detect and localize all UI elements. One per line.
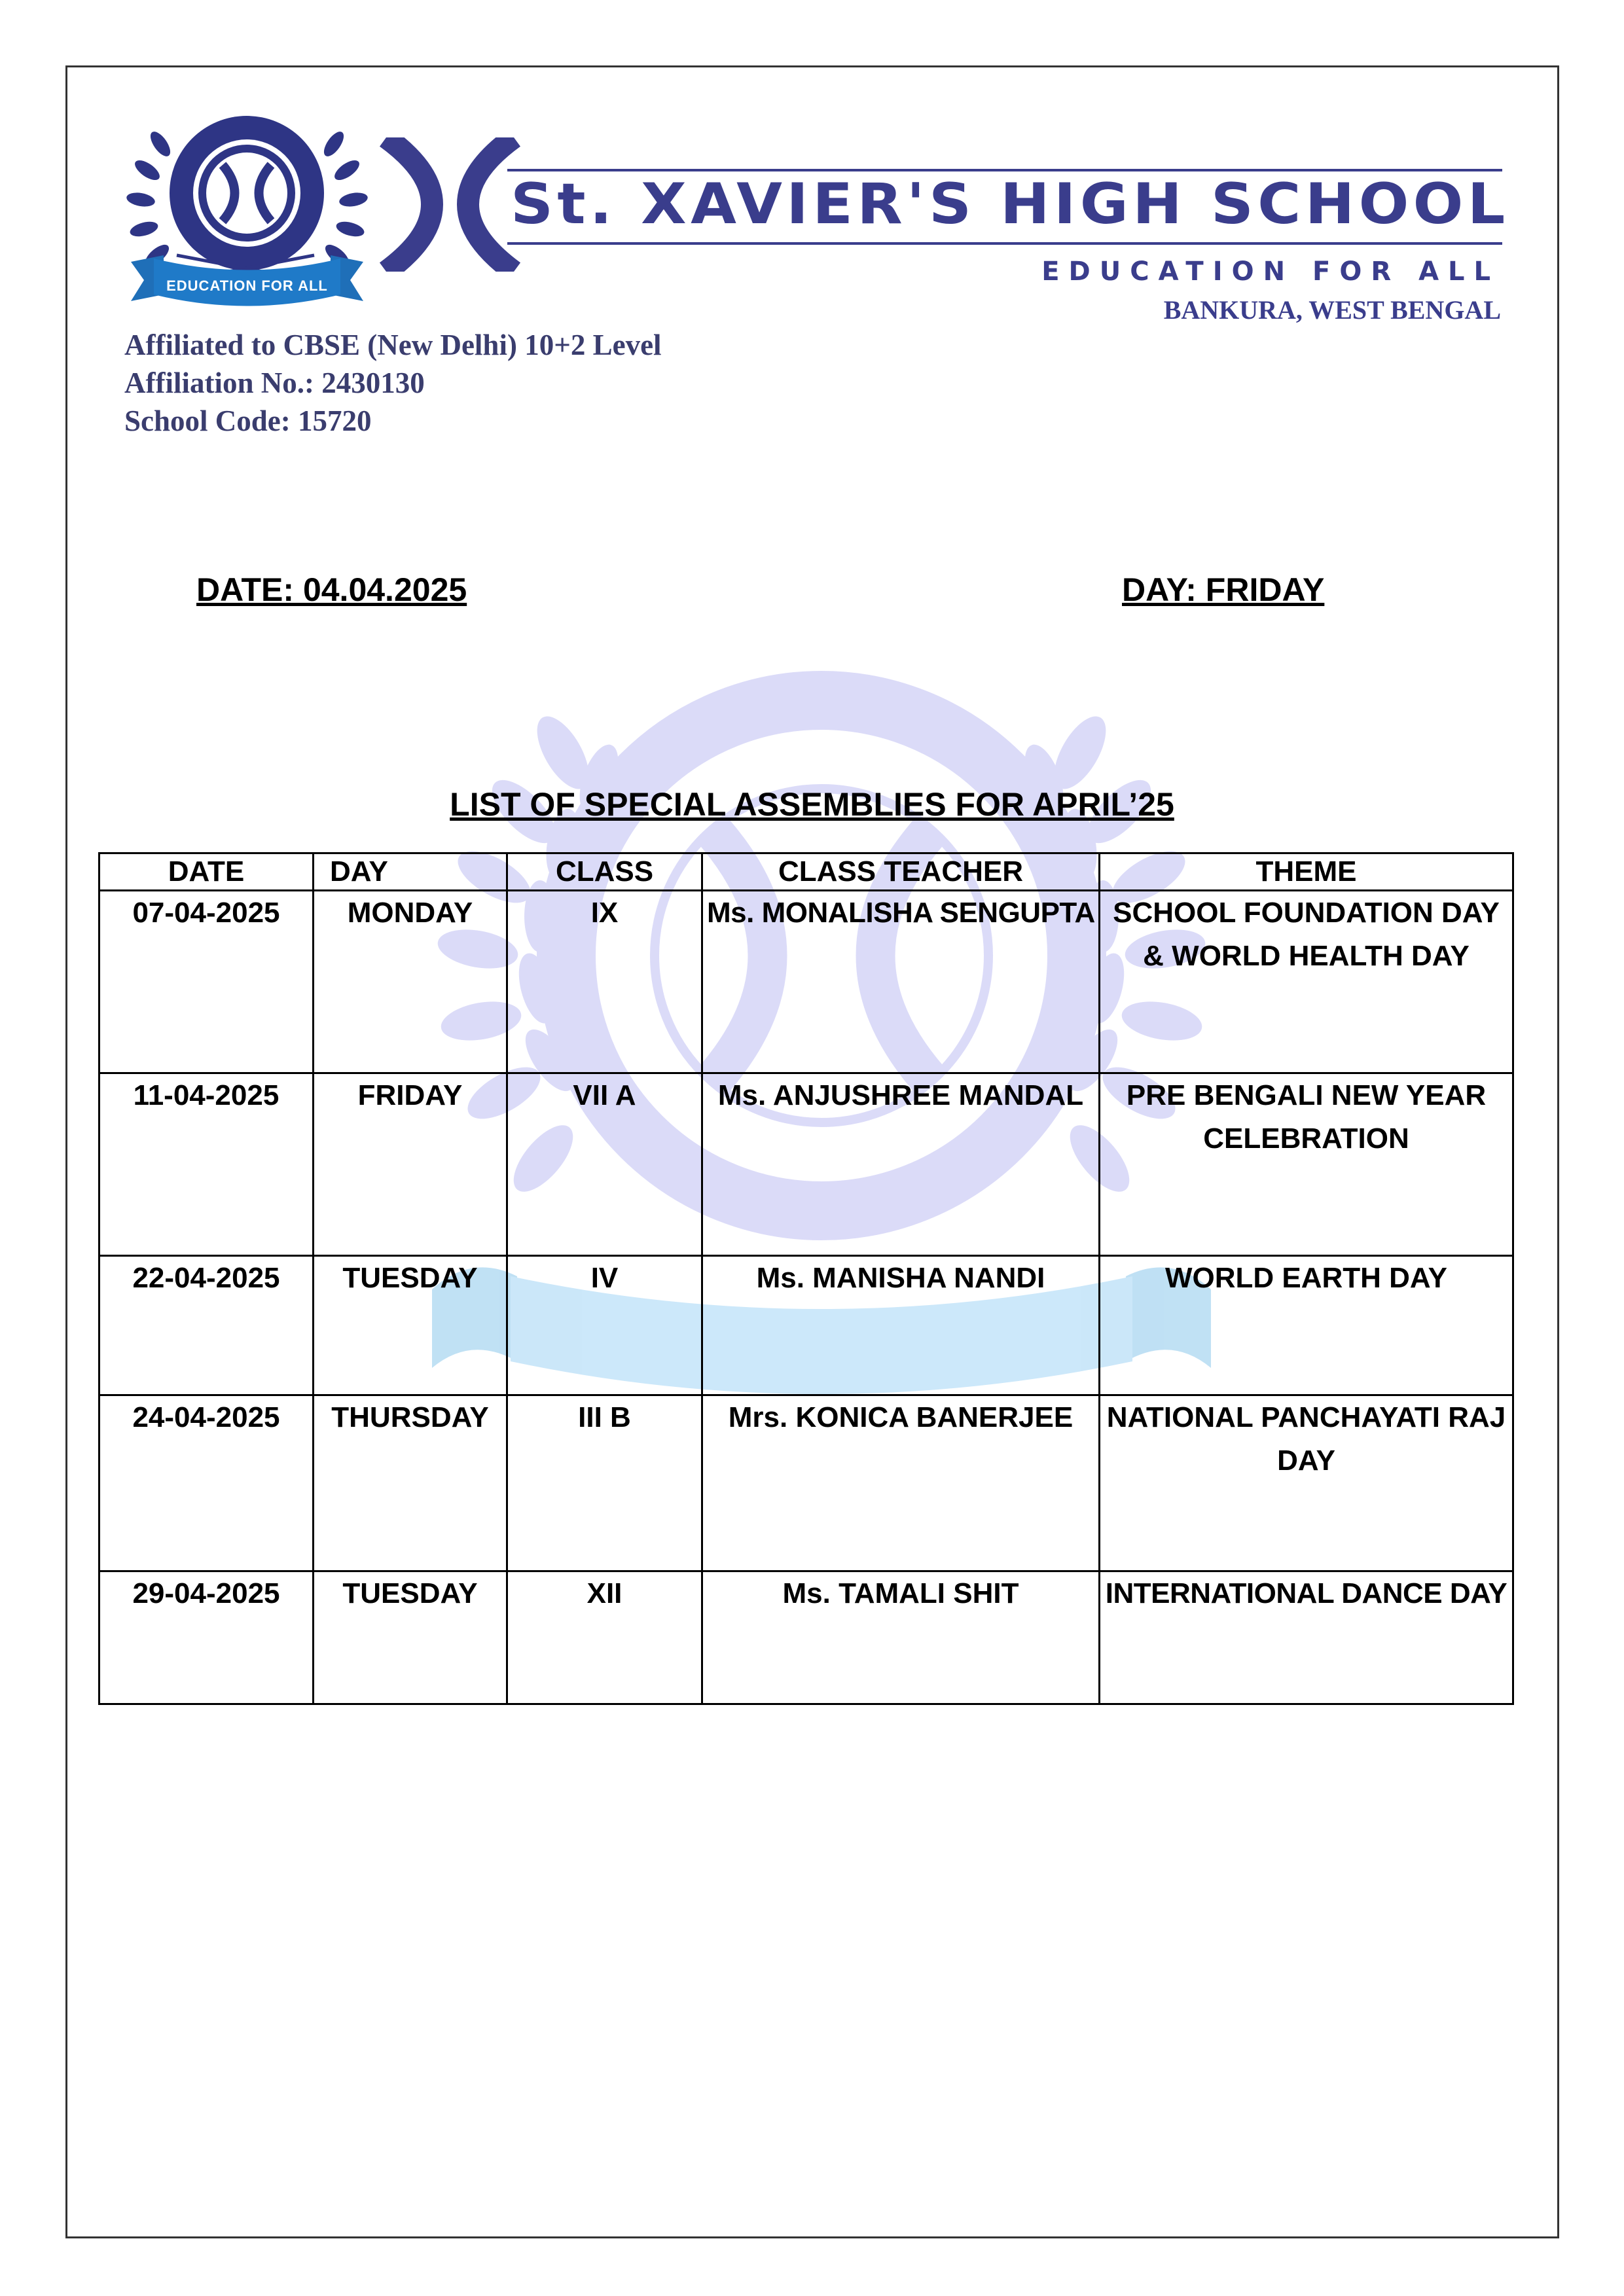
list-title: LIST OF SPECIAL ASSEMBLIES FOR APRIL’25 — [450, 786, 1174, 823]
table-row — [99, 1395, 1513, 1571]
name-rule-bottom — [507, 242, 1502, 245]
cell-class: IV — [507, 1256, 702, 1395]
notice-date: DATE: 04.04.2025 — [196, 571, 467, 608]
table-row — [99, 891, 1513, 1073]
cell-date: 07-04-2025 — [99, 891, 314, 1073]
cell-date: 29-04-2025 — [99, 1571, 314, 1704]
header-class-teacher: CLASS TEACHER — [702, 853, 1100, 891]
header-day: DAY — [314, 853, 507, 891]
cell-theme: NATIONAL PANCHAYATI RAJ DAY — [1100, 1395, 1513, 1571]
cell-day: THURSDAY — [314, 1395, 507, 1571]
cell-theme: SCHOOL FOUNDATION DAY & WORLD HEALTH DAY — [1100, 891, 1513, 1073]
cell-date: 22-04-2025 — [99, 1256, 314, 1395]
affiliation-number: Affiliation No.: 2430130 — [124, 367, 425, 399]
cell-teacher: Ms. MONALISHA SENGUPTA — [702, 891, 1100, 1073]
cell-day: TUESDAY — [314, 1256, 507, 1395]
cell-teacher: Mrs. KONICA BANERJEE — [702, 1395, 1100, 1571]
affiliation-line: Affiliated to CBSE (New Delhi) 10+2 Level — [124, 329, 662, 361]
cell-date: 24-04-2025 — [99, 1395, 314, 1571]
school-code: School Code: 15720 — [124, 404, 372, 437]
cell-teacher: Ms. MANISHA NANDI — [702, 1256, 1100, 1395]
table-row — [99, 1256, 1513, 1395]
cell-day: MONDAY — [314, 891, 507, 1073]
cell-theme: WORLD EARTH DAY — [1100, 1256, 1513, 1395]
cell-theme: PRE BENGALI NEW YEAR CELEBRATION — [1100, 1073, 1513, 1256]
cell-teacher: Ms. ANJUSHREE MANDAL — [702, 1073, 1100, 1256]
school-motto: EDUCATION FOR ALL — [1041, 257, 1500, 287]
cell-class: IX — [507, 891, 702, 1073]
table-row — [99, 1073, 1513, 1256]
cell-class: III B — [507, 1395, 702, 1571]
school-crest-logo — [124, 105, 370, 321]
cell-day: TUESDAY — [314, 1571, 507, 1704]
cell-class: VII A — [507, 1073, 702, 1256]
cell-teacher: Ms. TAMALI SHIT — [702, 1571, 1100, 1704]
header-theme: THEME — [1100, 853, 1513, 891]
notice-day: DAY: FRIDAY — [1122, 571, 1325, 608]
cell-date: 11-04-2025 — [99, 1073, 314, 1256]
assemblies-table — [98, 852, 1514, 1705]
table-header-row — [99, 853, 1513, 891]
school-location: BANKURA, WEST BENGAL — [1163, 295, 1501, 325]
crest-motto: EDUCATION FOR ALL — [166, 278, 328, 294]
header-date: DATE — [99, 853, 314, 891]
cell-theme: INTERNATIONAL DANCE DAY — [1100, 1571, 1513, 1704]
affiliation-block — [124, 326, 662, 440]
header-class: CLASS — [507, 853, 702, 891]
cell-class: XII — [507, 1571, 702, 1704]
school-x-mark-icon — [380, 137, 520, 272]
table-row — [99, 1571, 1513, 1704]
school-name: St. XAVIER'S HIGH SCHOOL — [511, 171, 1509, 237]
cell-day: FRIDAY — [314, 1073, 507, 1256]
